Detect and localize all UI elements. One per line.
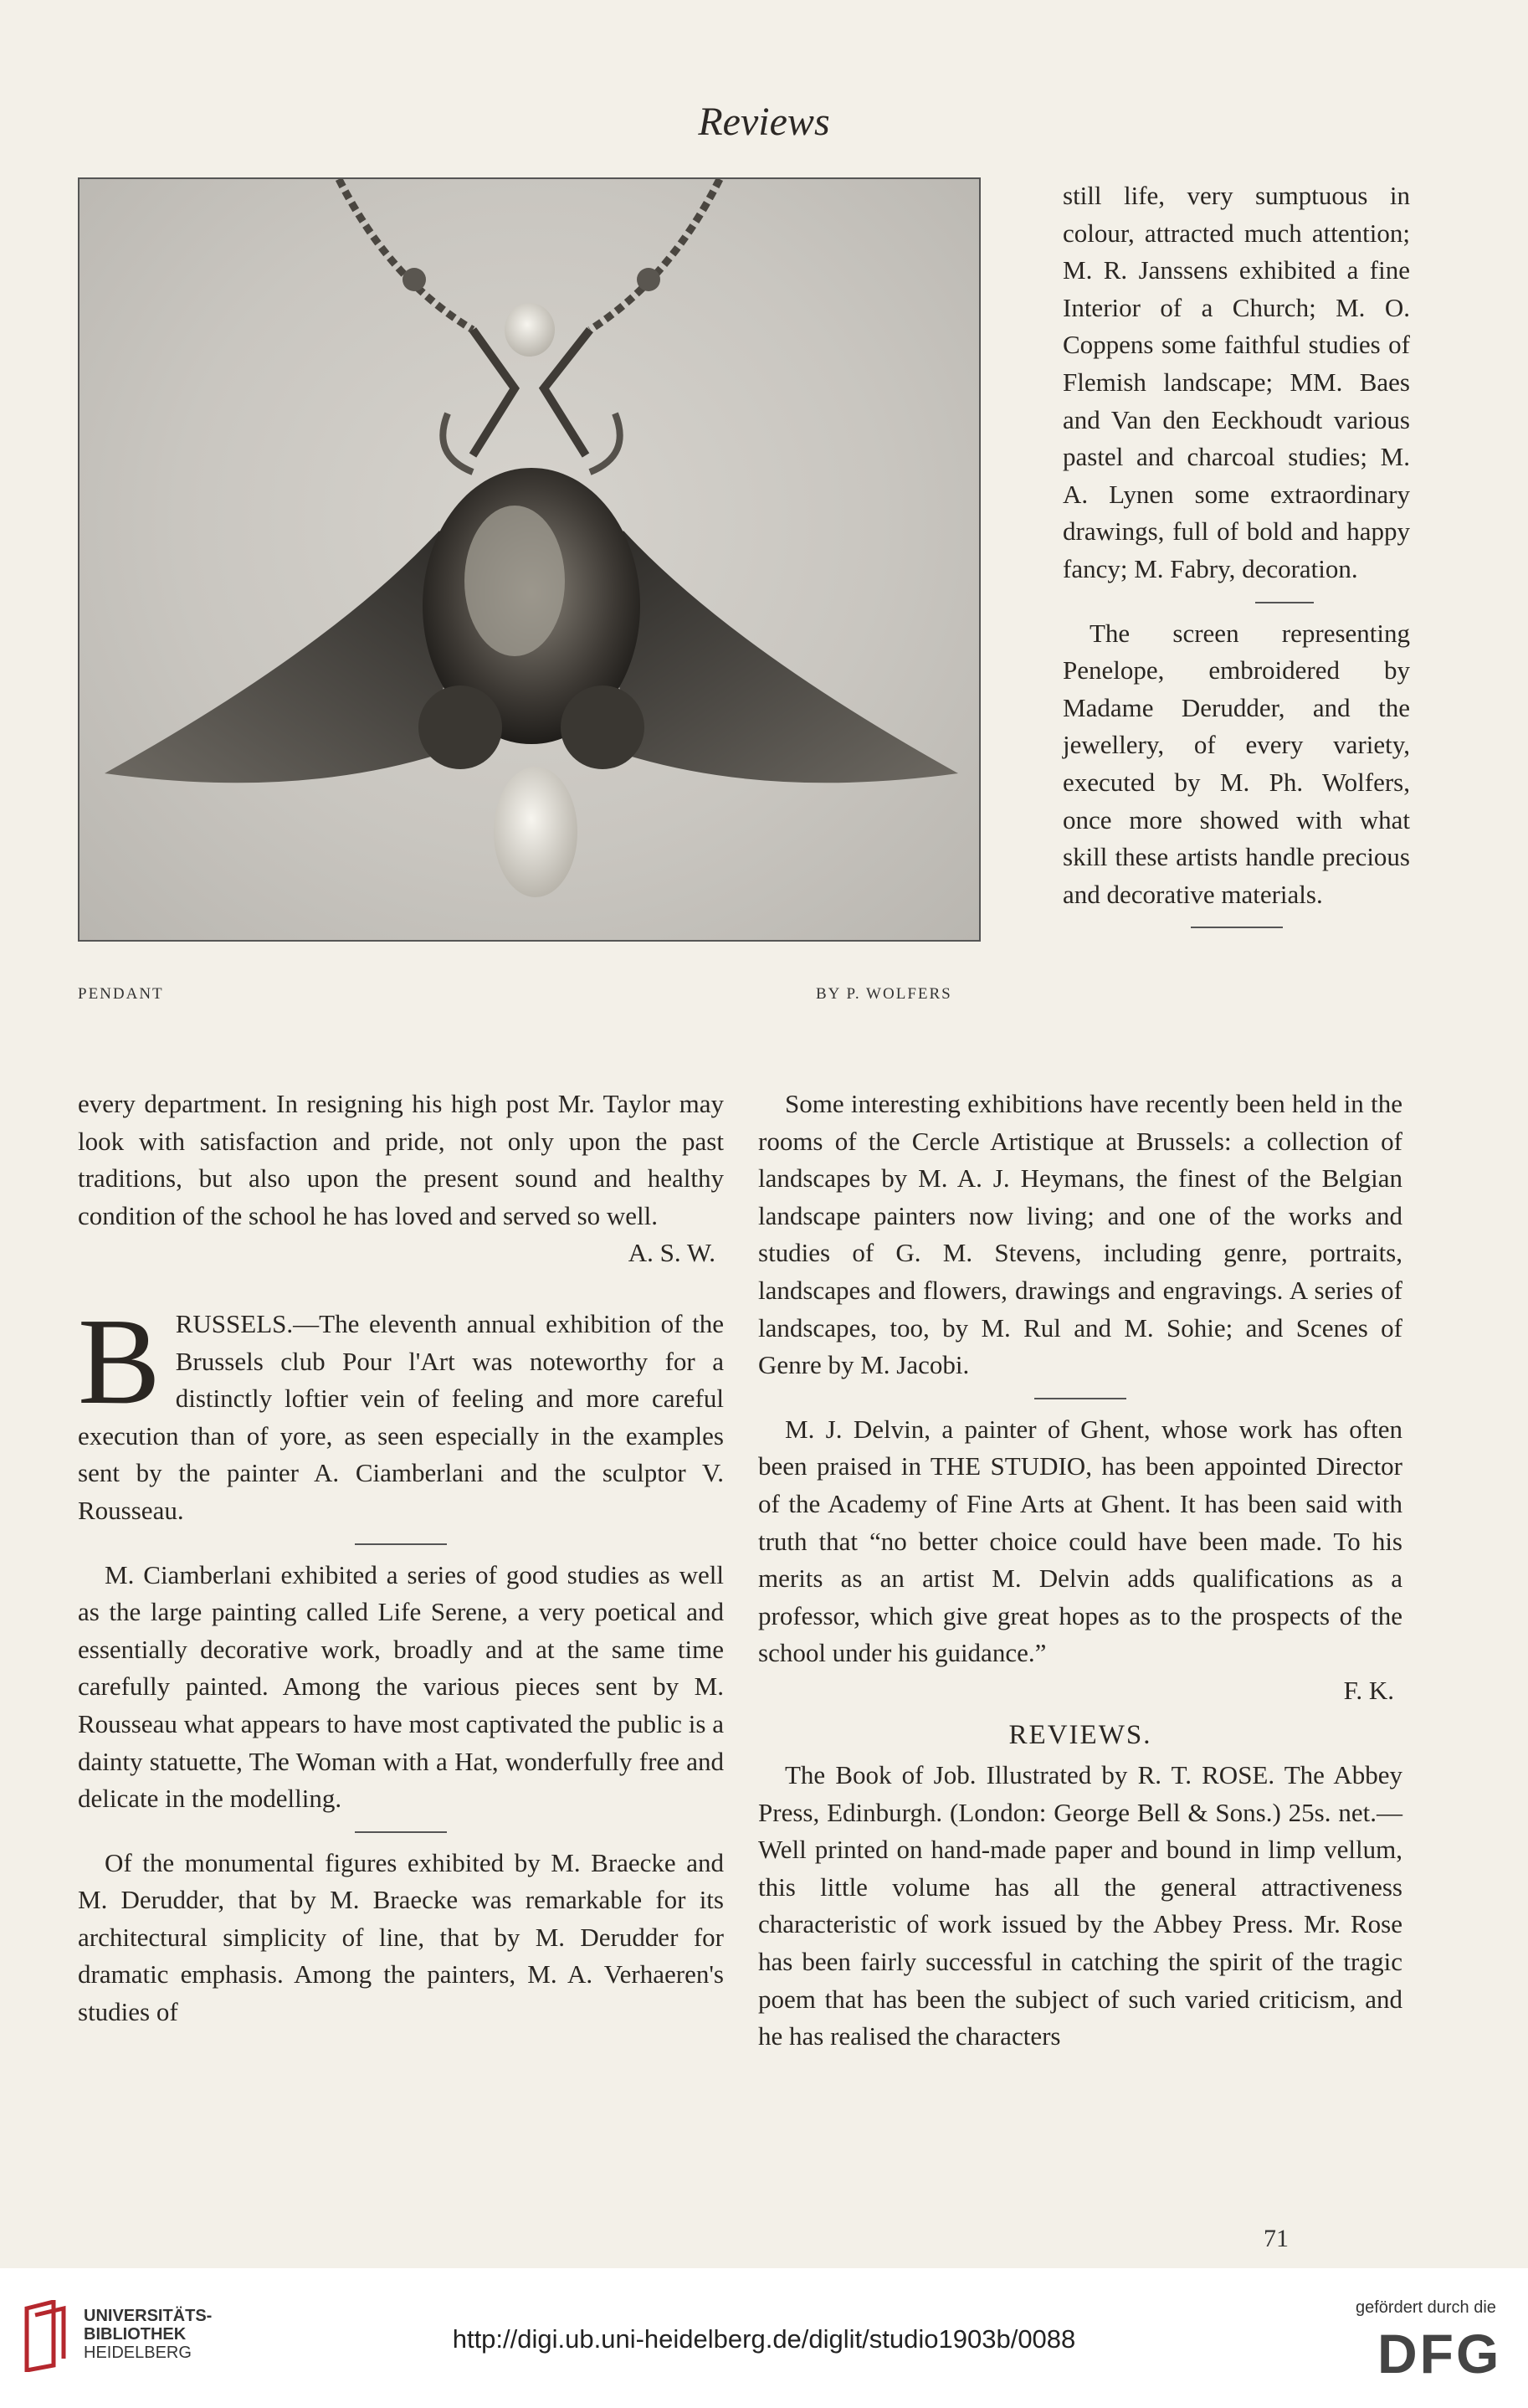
pendant-illustration: [79, 179, 979, 940]
funding-note: gefördert durch die: [1356, 2298, 1496, 2317]
paragraph-exhibitions: Some interesting exhibitions have recently been held in the rooms of the Cercle Artistique at Brussels: a collection of landscapes by M. A. J. Heymans, the finest of the Belgian landscape painters now living; and one of the works and studies of G. M. Stevens, including genre, portraits, landscapes and flowers, drawings and engravings. A series of landscapes, too, by M. Rul and M. Sohie; and Scenes of Genre by M. Jacobi.: [758, 1089, 1402, 1380]
section-rule: [1191, 927, 1283, 928]
paragraph-ciamberlani: M. Ciamberlani exhibited a series of good studies as well as the large painting called Life Serene, a very poetical and essentially decorative work, broadly and at the same time carefully painted. Among the various pieces sent by M. Rousseau what appears to have most captivated the public is a dainty statuette, The Woman with a Hat, wonderfully free and delicate in the modelling.: [78, 1559, 724, 1814]
right-top-column: [1063, 177, 1410, 940]
section-rule: [355, 1543, 447, 1545]
dfg-logo: DFG: [1377, 2323, 1502, 2385]
right-column: [758, 1086, 1402, 2056]
paragraph-still-life: still life, very sumptuous in colour, attracted much attention; M. R. Janssens exhibited a fine Interior of a Church; M. O. Coppens some faithful studies of Flemish landscape; MM. Baes and Van den Eeckhoudt various pastel and charcoal studies; M. A. Lynen some extraordinary drawings, full of bold and happy fancy; M. Fabry, decoration.: [1063, 181, 1410, 583]
caption-credit: BY P. WOLFERS: [816, 985, 952, 1003]
permalink-url[interactable]: http://digi.ub.uni-heidelberg.de/diglit/studio1903b/0088: [452, 2324, 1076, 2354]
running-header: Reviews: [698, 100, 830, 144]
section-rule: [355, 1831, 447, 1833]
signature-asw: A. S. W.: [628, 1238, 715, 1268]
caption-title: PENDANT: [78, 985, 164, 1003]
reviews-heading: REVIEWS.: [1008, 1719, 1152, 1750]
section-rule: [1034, 1398, 1126, 1399]
paragraph-book-of-job: The Book of Job. Illustrated by R. T. ROSE. The Abbey Press, Edinburgh. (London: George Bell & Sons.) 25s. net.—Well printed on hand-made paper and bound in limp vellum, this little volume has all the general attractiveness characteristic of work issued by the Abbey Press. Mr. Rose has been fairly successful in catching the spirit of the tragic poem that has been the subject of such varied criticism, and he has realised the characters: [758, 1760, 1402, 2051]
university-name: UNIVERSITÄTS- BIBLIOTHEK HEIDELBERG: [84, 2307, 213, 2362]
page-number: 71: [1264, 2225, 1289, 2252]
drop-cap: B: [78, 1292, 161, 1430]
pendant-photograph: [78, 177, 981, 942]
paragraph-delvin: M. J. Delvin, a painter of Ghent, whose work has often been praised in THE STUDIO, has been appointed Director of the Academy of Fine Arts at Ghent. It has been said with truth that “no better choice could have been made. To his merits as an artist M. Delvin adds qualifications as a professor, which give great hopes as to the prospects of the school under his guidance.”: [758, 1414, 1402, 1668]
signature-fk: F. K.: [1343, 1675, 1394, 1705]
left-column: [78, 1086, 724, 2031]
section-rule: [1255, 602, 1314, 603]
paragraph-brussels: BRUSSELS.—The eleventh annual exhibition of the Brussels club Pour l'Art was noteworthy for a distinctly loftier vein of feeling and more careful execution than of yore, as seen especially in the examples sent by the painter A. Ciamberlani and the sculptor V. Rousseau.: [78, 1292, 724, 1525]
paragraph-monumental-figures: Of the monumental figures exhibited by M. Braecke and M. Derudder, that by M. Braecke was remarkable for its architectural simplicity of line, that by M. Derudder for dramatic emphasis. Among the painters, M. A. Verhaeren's studies of: [78, 1847, 724, 2027]
paragraph-every-department: every department. In resigning his high post Mr. Taylor may look with satisfaction and pride, not only upon the past traditions, but also upon the present sound and healthy condition of the school he has loved and served so well.: [78, 1089, 724, 1230]
paragraph-penelope: The screen representing Penelope, embroidered by Madame Derudder, and the jewellery, of every variety, executed by M. Ph. Wolfers, once more showed with what skill these artists handle precious and decorative materials.: [1063, 618, 1410, 909]
